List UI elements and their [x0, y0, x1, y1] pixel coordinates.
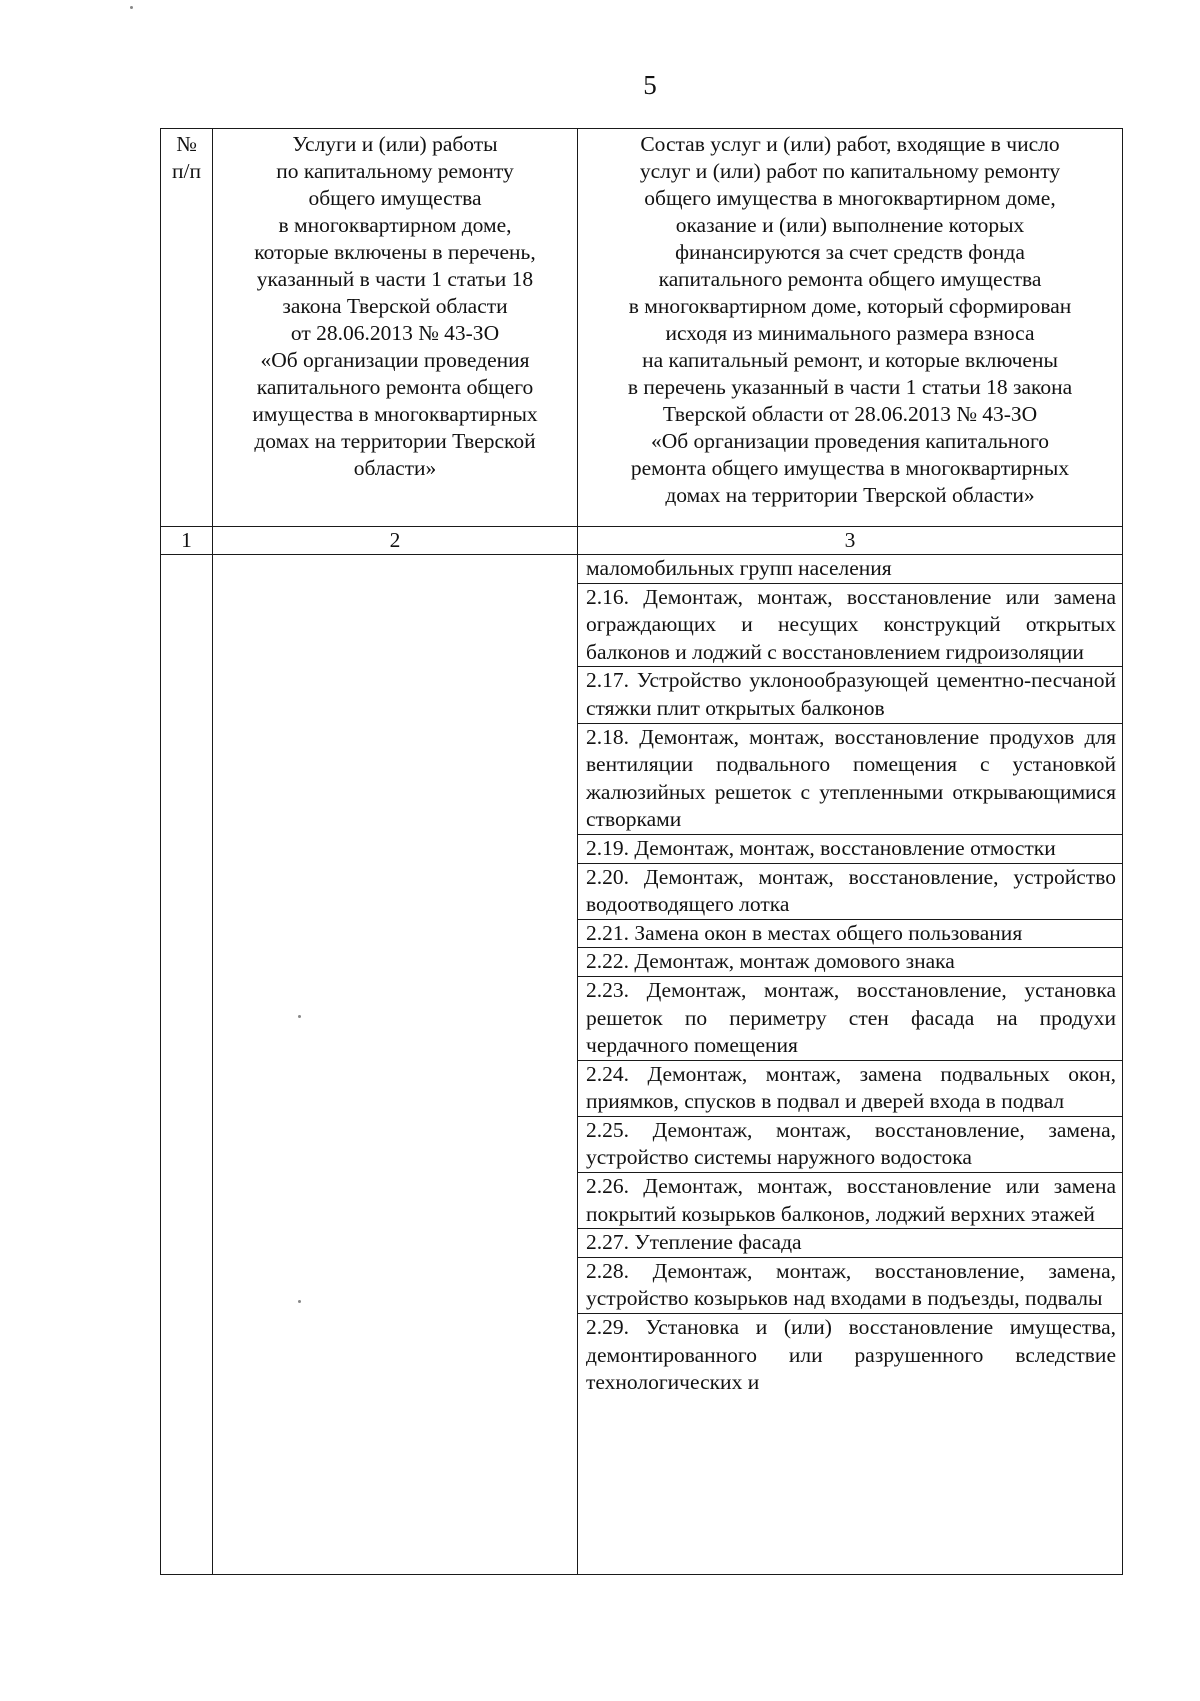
list-item: 2.27. Утепление фасада [578, 1229, 1122, 1258]
scan-speck [298, 1015, 301, 1018]
table-row [578, 1116, 1122, 1172]
empty-number-cell [161, 555, 213, 1575]
table-row [578, 1229, 1122, 1258]
header-line: оказание и (или) выполнение которых [675, 213, 1025, 237]
scan-speck [130, 6, 133, 9]
header-line: общего имущества [308, 186, 482, 210]
header-line: № [176, 132, 197, 156]
header-line: «Об организации проведения капитального [650, 429, 1050, 453]
table-row [578, 863, 1122, 919]
header-line: указанный в части 1 статьи 18 [256, 267, 534, 291]
header-composition-cell [578, 129, 1123, 527]
header-line: исходя из минимального размера взноса [665, 321, 1035, 345]
column-number-row [161, 527, 1123, 555]
services-table [160, 128, 1123, 1575]
header-line: имущества в многоквартирных [252, 402, 538, 426]
table-row [578, 583, 1122, 667]
header-line: ремонта общего имущества в многоквартирных [630, 456, 1070, 480]
column-number: 3 [578, 527, 1123, 555]
header-line: п/п [172, 159, 201, 183]
header-line: Состав услуг и (или) работ, входящие в число [640, 132, 1060, 156]
table-row [578, 667, 1122, 723]
list-item: 2.29. Установка и (или) восстановление имущества, демонтированного или разрушенного вследствие технологических и [586, 1315, 1116, 1395]
table-row [578, 976, 1122, 1060]
header-line: в многоквартирном доме, [278, 213, 512, 237]
list-item: маломобильных групп населения [578, 555, 1122, 583]
header-line: домах на территории Тверской области» [665, 483, 1035, 507]
header-line: по капитальному ремонту [276, 159, 514, 183]
table-body-row [161, 555, 1123, 1575]
header-line: «Об организации проведения [260, 348, 530, 372]
scan-speck [298, 1300, 301, 1303]
list-item: 2.23. Демонтаж, монтаж, восстановление, установка решеток по периметру стен фасада на продухи чердачного помещения [578, 976, 1122, 1060]
header-number-cell [161, 129, 213, 527]
header-line: общего имущества в многоквартирном доме, [644, 186, 1056, 210]
header-line: финансируются за счет средств фонда [675, 240, 1025, 264]
header-line: Тверской области от 28.06.2013 № 43-ЗО [662, 402, 1038, 426]
empty-services-cell [213, 555, 578, 1575]
list-item: 2.17. Устройство уклонообразующей цементно-песчаной стяжки плит открытых балконов [578, 667, 1122, 723]
list-item: 2.22. Демонтаж, монтаж домового знака [578, 948, 1122, 977]
header-line: которые включены в перечень, [254, 240, 536, 264]
composition-list [578, 555, 1122, 1397]
table-row [578, 1173, 1122, 1229]
header-services-cell [213, 129, 578, 527]
list-item: 2.24. Демонтаж, монтаж, замена подвальных окон, приямков, спусков в подвал и дверей входа в подвал [578, 1060, 1122, 1116]
list-item: 2.16. Демонтаж, монтаж, восстановление или замена ограждающих и несущих конструкций открытых балконов и лоджий с восстановлением гидроизоляции [578, 583, 1122, 667]
list-item: 2.25. Демонтаж, монтаж, восстановление, замена, устройство системы наружного водостока [578, 1116, 1122, 1172]
header-line: Услуги и (или) работы [292, 132, 498, 156]
composition-list-cell [578, 555, 1123, 1575]
table-row [578, 1314, 1122, 1397]
table-row [578, 555, 1122, 583]
table-row [578, 919, 1122, 948]
table-header-row [161, 129, 1123, 527]
table-row [578, 948, 1122, 977]
header-line: услуг и (или) работ по капитальному ремонту [639, 159, 1061, 183]
list-item: 2.20. Демонтаж, монтаж, восстановление, устройство водоотводящего лотка [578, 863, 1122, 919]
list-item: 2.19. Демонтаж, монтаж, восстановление отмостки [578, 834, 1122, 863]
table-row [578, 723, 1122, 834]
header-line: закона Тверской области [282, 294, 508, 318]
header-line: домах на территории Тверской [254, 429, 536, 453]
page-number: 5 [643, 70, 657, 100]
header-line: в многоквартирном доме, который сформирован [628, 294, 1072, 318]
header-line: в перечень указанный в части 1 статьи 18 закона [627, 375, 1073, 399]
header-line: капитального ремонта общего [256, 375, 534, 399]
header-line: области» [353, 456, 437, 480]
list-item: 2.28. Демонтаж, монтаж, восстановление, замена, устройство козырьков над входами в подъезды, подвалы [578, 1257, 1122, 1313]
table-row [578, 834, 1122, 863]
header-line: от 28.06.2013 № 43-ЗО [290, 321, 500, 345]
column-number: 2 [213, 527, 578, 555]
table-row [578, 1060, 1122, 1116]
header-line: на капитальный ремонт, и которые включены [642, 348, 1058, 372]
list-item: 2.26. Демонтаж, монтаж, восстановление или замена покрытий козырьков балконов, лоджий верхних этажей [578, 1173, 1122, 1229]
list-item: 2.18. Демонтаж, монтаж, восстановление продухов для вентиляции подвального помещения с установкой жалюзийных решеток с утепленными открывающимися створками [578, 723, 1122, 834]
list-item: 2.21. Замена окон в местах общего пользования [578, 919, 1122, 948]
header-line: капитального ремонта общего имущества [658, 267, 1042, 291]
table-row [578, 1257, 1122, 1313]
column-number: 1 [161, 527, 213, 555]
